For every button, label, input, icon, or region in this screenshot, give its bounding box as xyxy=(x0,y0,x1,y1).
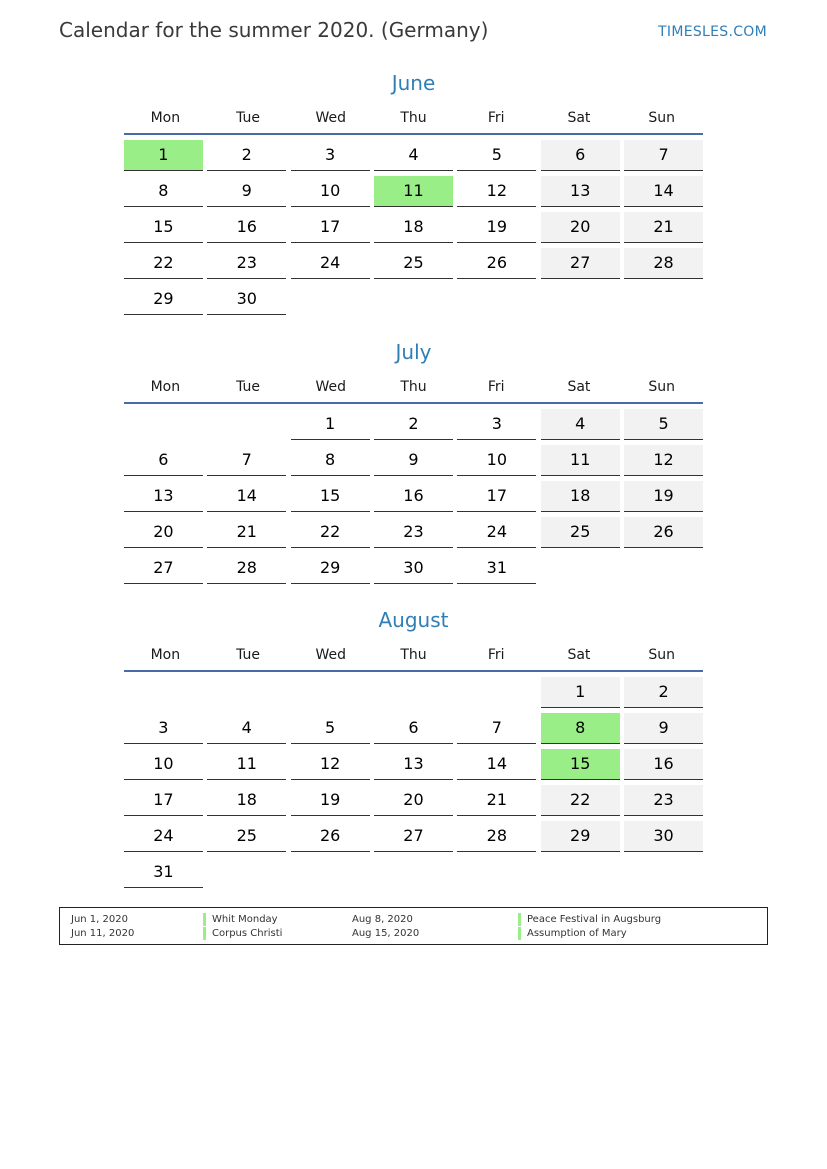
day-cell xyxy=(291,857,370,887)
day-cell xyxy=(624,857,703,887)
weekend-day-cell[interactable]: 25 xyxy=(541,517,620,548)
day-cell xyxy=(541,553,620,583)
weekend-day-cell[interactable]: 11 xyxy=(541,445,620,476)
day-cell[interactable]: 26 xyxy=(291,821,370,852)
day-cell[interactable]: 27 xyxy=(124,553,203,584)
day-cell xyxy=(541,284,620,314)
day-cell xyxy=(541,857,620,887)
weekday-mon: Mon xyxy=(150,647,181,663)
site-link[interactable]: TIMESLES.COM xyxy=(658,24,767,40)
weekend-day-cell[interactable]: 22 xyxy=(541,785,620,816)
weekday-sun: Sun xyxy=(648,379,675,395)
weekend-day-cell[interactable]: 9 xyxy=(624,713,703,744)
day-cell[interactable]: 16 xyxy=(374,481,453,512)
weekday-tue: Tue xyxy=(236,379,261,395)
weekday-sat: Sat xyxy=(567,647,591,663)
day-cell[interactable]: 17 xyxy=(457,481,536,512)
week-row xyxy=(124,785,703,821)
day-cell[interactable]: 14 xyxy=(457,749,536,780)
holiday-day-cell[interactable]: 8 xyxy=(541,713,620,744)
day-cell[interactable]: 12 xyxy=(291,749,370,780)
day-cell[interactable]: 25 xyxy=(374,248,453,279)
day-cell xyxy=(457,284,536,314)
weekday-thu: Thu xyxy=(400,647,427,663)
day-cell[interactable]: 18 xyxy=(374,212,453,243)
day-cell xyxy=(291,677,370,707)
week-row xyxy=(124,857,703,893)
weeks-grid xyxy=(124,677,703,893)
weekday-tue: Tue xyxy=(236,110,261,126)
day-cell[interactable]: 4 xyxy=(207,713,286,744)
weekend-day-cell[interactable]: 16 xyxy=(624,749,703,780)
month-title: July xyxy=(395,340,432,364)
legend-holiday-name: Assumption of Mary xyxy=(518,927,627,940)
day-cell xyxy=(624,553,703,583)
holiday-day-cell[interactable]: 15 xyxy=(541,749,620,780)
day-cell[interactable]: 14 xyxy=(207,481,286,512)
day-cell[interactable]: 12 xyxy=(457,176,536,207)
weekday-thu: Thu xyxy=(400,110,427,126)
day-cell[interactable]: 9 xyxy=(207,176,286,207)
legend-date: Aug 15, 2020 xyxy=(352,928,420,939)
day-cell[interactable]: 31 xyxy=(457,553,536,584)
legend-date: Jun 1, 2020 xyxy=(71,914,128,925)
day-cell[interactable]: 5 xyxy=(291,713,370,744)
day-cell xyxy=(207,409,286,439)
day-cell[interactable]: 17 xyxy=(124,785,203,816)
weekday-header xyxy=(124,640,703,672)
weeks-grid xyxy=(124,409,703,589)
day-cell[interactable]: 3 xyxy=(457,409,536,440)
weekend-day-cell[interactable]: 29 xyxy=(541,821,620,852)
day-cell[interactable]: 11 xyxy=(207,749,286,780)
day-cell[interactable]: 31 xyxy=(124,857,203,888)
legend-date: Aug 8, 2020 xyxy=(352,914,413,925)
week-row xyxy=(124,749,703,785)
weekday-fri: Fri xyxy=(487,647,505,663)
day-cell[interactable]: 28 xyxy=(457,821,536,852)
day-cell[interactable]: 23 xyxy=(207,248,286,279)
day-cell[interactable]: 8 xyxy=(124,176,203,207)
day-cell[interactable]: 21 xyxy=(457,785,536,816)
week-row xyxy=(124,409,703,445)
day-cell[interactable]: 21 xyxy=(207,517,286,548)
weekday-fri: Fri xyxy=(487,110,505,126)
legend-holiday-name: Corpus Christi xyxy=(203,927,282,940)
weekend-day-cell[interactable]: 5 xyxy=(624,409,703,440)
day-cell[interactable]: 6 xyxy=(374,713,453,744)
weekday-thu: Thu xyxy=(400,379,427,395)
holiday-day-cell[interactable]: 1 xyxy=(124,140,203,171)
day-cell[interactable]: 10 xyxy=(457,445,536,476)
month-title: August xyxy=(378,608,449,632)
day-cell[interactable]: 29 xyxy=(124,284,203,315)
day-cell[interactable]: 15 xyxy=(291,481,370,512)
weekend-day-cell[interactable]: 14 xyxy=(624,176,703,207)
day-cell[interactable]: 7 xyxy=(207,445,286,476)
day-cell[interactable]: 10 xyxy=(291,176,370,207)
legend-date: Jun 11, 2020 xyxy=(71,928,135,939)
weekend-day-cell[interactable]: 4 xyxy=(541,409,620,440)
holiday-day-cell[interactable]: 11 xyxy=(374,176,453,207)
week-row xyxy=(124,445,703,481)
weekday-header xyxy=(124,372,703,404)
day-cell[interactable]: 20 xyxy=(374,785,453,816)
week-row xyxy=(124,713,703,749)
weekday-wed: Wed xyxy=(315,110,347,126)
weekend-day-cell[interactable]: 23 xyxy=(624,785,703,816)
week-row xyxy=(124,677,703,713)
weekend-day-cell[interactable]: 1 xyxy=(541,677,620,708)
week-row xyxy=(124,517,703,553)
day-cell[interactable]: 4 xyxy=(374,140,453,171)
weekday-fri: Fri xyxy=(487,379,505,395)
day-cell xyxy=(457,677,536,707)
day-cell[interactable]: 13 xyxy=(124,481,203,512)
weekend-day-cell[interactable]: 27 xyxy=(541,248,620,279)
day-cell[interactable]: 17 xyxy=(291,212,370,243)
day-cell[interactable]: 24 xyxy=(291,248,370,279)
weekend-day-cell[interactable]: 28 xyxy=(624,248,703,279)
weekday-sat: Sat xyxy=(567,110,591,126)
day-cell[interactable]: 10 xyxy=(124,749,203,780)
week-row xyxy=(124,212,703,248)
week-row xyxy=(124,248,703,284)
week-row xyxy=(124,553,703,589)
weekend-day-cell[interactable]: 7 xyxy=(624,140,703,171)
week-row xyxy=(124,481,703,517)
weekday-sun: Sun xyxy=(648,110,675,126)
day-cell xyxy=(124,677,203,707)
day-cell[interactable]: 9 xyxy=(374,445,453,476)
day-cell[interactable]: 8 xyxy=(291,445,370,476)
month-july xyxy=(124,338,703,589)
day-cell[interactable]: 26 xyxy=(457,248,536,279)
day-cell[interactable]: 3 xyxy=(124,713,203,744)
weekend-day-cell[interactable]: 6 xyxy=(541,140,620,171)
day-cell[interactable]: 15 xyxy=(124,212,203,243)
weekday-wed: Wed xyxy=(315,379,347,395)
weekend-day-cell[interactable]: 30 xyxy=(624,821,703,852)
day-cell xyxy=(374,677,453,707)
day-cell xyxy=(457,857,536,887)
week-row xyxy=(124,176,703,212)
week-row xyxy=(124,821,703,857)
weekday-sun: Sun xyxy=(648,647,675,663)
weekend-day-cell[interactable]: 20 xyxy=(541,212,620,243)
weekday-wed: Wed xyxy=(315,647,347,663)
day-cell[interactable]: 6 xyxy=(124,445,203,476)
day-cell[interactable]: 28 xyxy=(207,553,286,584)
weekend-day-cell[interactable]: 18 xyxy=(541,481,620,512)
weeks-grid xyxy=(124,140,703,320)
day-cell[interactable]: 23 xyxy=(374,517,453,548)
weekday-header xyxy=(124,103,703,135)
day-cell[interactable]: 19 xyxy=(291,785,370,816)
weekend-day-cell[interactable]: 13 xyxy=(541,176,620,207)
weekday-sat: Sat xyxy=(567,379,591,395)
weekend-day-cell[interactable]: 26 xyxy=(624,517,703,548)
weekday-tue: Tue xyxy=(236,647,261,663)
day-cell[interactable]: 7 xyxy=(457,713,536,744)
day-cell xyxy=(124,409,203,439)
weekend-day-cell[interactable]: 12 xyxy=(624,445,703,476)
day-cell[interactable]: 24 xyxy=(457,517,536,548)
day-cell[interactable]: 2 xyxy=(374,409,453,440)
day-cell[interactable]: 30 xyxy=(207,284,286,315)
week-row xyxy=(124,284,703,320)
day-cell[interactable]: 20 xyxy=(124,517,203,548)
day-cell[interactable]: 19 xyxy=(457,212,536,243)
day-cell xyxy=(207,857,286,887)
page-title: Calendar for the summer 2020. (Germany) xyxy=(59,18,489,42)
day-cell[interactable]: 2 xyxy=(207,140,286,171)
legend-holiday-name: Whit Monday xyxy=(203,913,278,926)
legend-holiday-name: Peace Festival in Augsburg xyxy=(518,913,661,926)
day-cell[interactable]: 13 xyxy=(374,749,453,780)
day-cell[interactable]: 29 xyxy=(291,553,370,584)
day-cell[interactable]: 30 xyxy=(374,553,453,584)
day-cell xyxy=(374,857,453,887)
week-row xyxy=(124,140,703,176)
month-june xyxy=(124,69,703,320)
day-cell xyxy=(374,284,453,314)
weekend-day-cell[interactable]: 19 xyxy=(624,481,703,512)
day-cell xyxy=(291,284,370,314)
weekday-mon: Mon xyxy=(150,379,181,395)
day-cell[interactable]: 18 xyxy=(207,785,286,816)
day-cell[interactable]: 3 xyxy=(291,140,370,171)
day-cell[interactable]: 22 xyxy=(291,517,370,548)
weekend-day-cell[interactable]: 21 xyxy=(624,212,703,243)
holiday-legend xyxy=(59,907,768,945)
day-cell[interactable]: 5 xyxy=(457,140,536,171)
weekday-mon: Mon xyxy=(150,110,181,126)
day-cell[interactable]: 1 xyxy=(291,409,370,440)
month-august xyxy=(124,606,703,893)
month-title: June xyxy=(391,71,436,95)
weekend-day-cell[interactable]: 2 xyxy=(624,677,703,708)
day-cell[interactable]: 22 xyxy=(124,248,203,279)
day-cell xyxy=(207,677,286,707)
day-cell[interactable]: 24 xyxy=(124,821,203,852)
day-cell[interactable]: 25 xyxy=(207,821,286,852)
day-cell[interactable]: 16 xyxy=(207,212,286,243)
day-cell[interactable]: 27 xyxy=(374,821,453,852)
day-cell xyxy=(624,284,703,314)
